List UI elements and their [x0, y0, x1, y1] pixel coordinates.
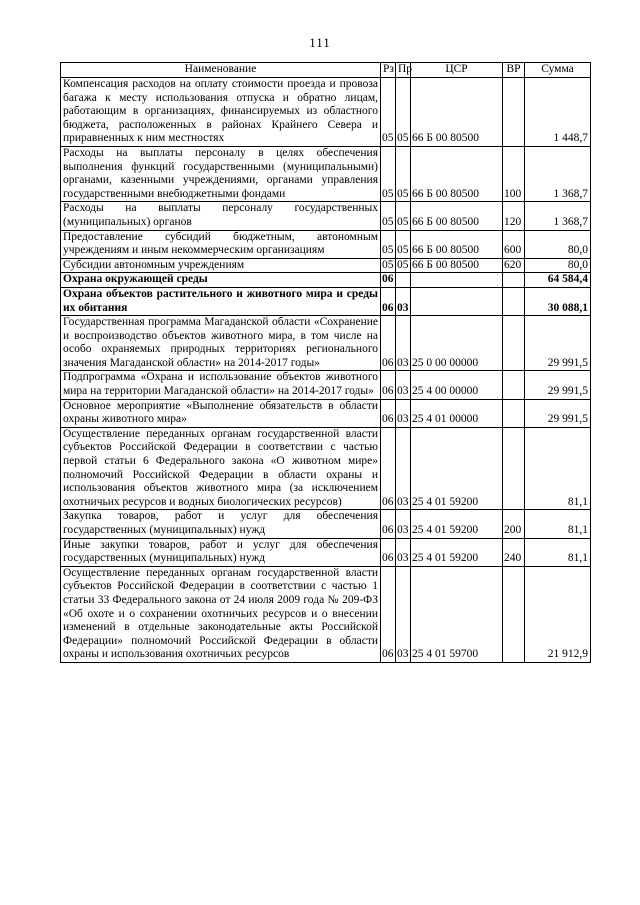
budget-table: [60, 62, 591, 663]
cell-sum: 21 912,9: [525, 566, 591, 662]
table-row: [61, 146, 591, 201]
cell-name: Субсидии автономным учреждениям: [61, 258, 381, 273]
header-rz: Рз: [381, 63, 396, 78]
table-row: [61, 202, 591, 230]
cell-pr: 03: [396, 510, 411, 538]
cell-name: Подпрограмма «Охрана и использование объектов животного мира на территории Магаданской области» на 2014-2017 годы»: [61, 371, 381, 399]
cell-name: Расходы на выплаты персоналу в целях обеспечения выполнения функций государственными (муниципальными) органами, казенными учреждениями, органами управления государственными внебюджетными фондами: [61, 146, 381, 201]
table-row: [61, 399, 591, 427]
cell-name: Предоставление субсидий бюджетным, автономным учреждениям и иным некоммерческим организациям: [61, 230, 381, 258]
cell-pr: 05: [396, 258, 411, 273]
cell-sum: 1 368,7: [525, 146, 591, 201]
cell-name: Охрана объектов растительного и животного мира и среды их обитания: [61, 287, 381, 315]
cell-vr: [503, 566, 525, 662]
cell-sum: 64 584,4: [525, 273, 591, 288]
cell-name: Осуществление переданных органам государственной власти субъектов Российской Федерации в соответствии с частью 1 статьи 33 Федерального закона от 24 июля 2009 года № 209-ФЗ «Об охоте и о сохранении охотничьих ресурсов и о внесении изменений в отдельные законодательные акты Российской Федерации» полномочий Российской Федерации в области охраны и использования охотничьих ресурсов: [61, 566, 381, 662]
cell-pr: 03: [396, 566, 411, 662]
cell-csr: 66 Б 00 80500: [411, 202, 503, 230]
cell-sum: 80,0: [525, 230, 591, 258]
table-header: [61, 63, 591, 78]
table-body: [61, 78, 591, 663]
cell-sum: 81,1: [525, 510, 591, 538]
cell-vr: 120: [503, 202, 525, 230]
table-row: [61, 287, 591, 315]
cell-sum: 30 088,1: [525, 287, 591, 315]
header-csr: ЦСР: [411, 63, 503, 78]
header-name: Наименование: [61, 63, 381, 78]
cell-csr: 66 Б 00 80500: [411, 146, 503, 201]
cell-name: Осуществление переданных органам государственной власти субъектов Российской Федерации в соответствии с частью первой статьи 6 Федерального закона «О животном мире» полномочий Российской Федерации в области охраны и использования объектов животного мира (за исключением охотничьих ресурсов и водных биологических ресурсов): [61, 427, 381, 510]
table-row: [61, 78, 591, 147]
cell-csr: [411, 273, 503, 288]
cell-csr: 66 Б 00 80500: [411, 78, 503, 147]
cell-vr: [503, 78, 525, 147]
cell-rz: 06: [381, 287, 396, 315]
cell-rz: 06: [381, 273, 396, 288]
cell-rz: 05: [381, 258, 396, 273]
cell-name: Государственная программа Магаданской области «Сохранение и воспроизводство объектов животного мира, в том числе на особо охраняемых природных территориях регионального значения Магаданской области» на 2014-2017 годы»: [61, 316, 381, 371]
page-number: 111: [309, 35, 331, 50]
cell-rz: 06: [381, 538, 396, 566]
cell-csr: 66 Б 00 80500: [411, 258, 503, 273]
cell-pr: 05: [396, 202, 411, 230]
table-row: [61, 230, 591, 258]
table-row: [61, 510, 591, 538]
cell-vr: 240: [503, 538, 525, 566]
cell-sum: 1 368,7: [525, 202, 591, 230]
cell-sum: 80,0: [525, 258, 591, 273]
table-row: [61, 273, 591, 288]
cell-csr: 66 Б 00 80500: [411, 230, 503, 258]
cell-pr: 03: [396, 316, 411, 371]
cell-sum: 81,1: [525, 538, 591, 566]
cell-csr: [411, 287, 503, 315]
table-row: [61, 566, 591, 662]
cell-name: Основное мероприятие «Выполнение обязательств в области охраны животного мира»: [61, 399, 381, 427]
cell-name: Иные закупки товаров, работ и услуг для обеспечения государственных (муниципальных) нужд: [61, 538, 381, 566]
cell-vr: [503, 273, 525, 288]
cell-sum: 29 991,5: [525, 371, 591, 399]
cell-pr: 05: [396, 146, 411, 201]
cell-rz: 05: [381, 146, 396, 201]
cell-pr: 05: [396, 78, 411, 147]
cell-rz: 06: [381, 566, 396, 662]
cell-name: Компенсация расходов на оплату стоимости проезда и провоза багажа к месту использования отпуска и обратно лицам, работающим в организациях, финансируемых из областного бюджета, расположенных в районах Крайнего Севера и приравненных к ним местностях: [61, 78, 381, 147]
cell-pr: 03: [396, 538, 411, 566]
cell-csr: 25 4 01 59200: [411, 427, 503, 510]
cell-vr: 200: [503, 510, 525, 538]
cell-sum: 29 991,5: [525, 316, 591, 371]
cell-vr: 620: [503, 258, 525, 273]
header-row: [61, 63, 591, 78]
header-pr: Пр: [396, 63, 411, 78]
cell-vr: [503, 399, 525, 427]
header-sum: Сумма: [525, 63, 591, 78]
cell-pr: 03: [396, 287, 411, 315]
cell-sum: 1 448,7: [525, 78, 591, 147]
table-row: [61, 538, 591, 566]
cell-pr: [396, 273, 411, 288]
cell-rz: 06: [381, 371, 396, 399]
cell-rz: 06: [381, 510, 396, 538]
cell-pr: 03: [396, 371, 411, 399]
cell-csr: 25 4 00 00000: [411, 371, 503, 399]
cell-vr: [503, 427, 525, 510]
cell-vr: [503, 287, 525, 315]
table-row: [61, 258, 591, 273]
cell-pr: 05: [396, 230, 411, 258]
cell-pr: 03: [396, 427, 411, 510]
cell-csr: 25 4 01 59700: [411, 566, 503, 662]
cell-csr: 25 4 01 59200: [411, 510, 503, 538]
cell-csr: 25 4 01 00000: [411, 399, 503, 427]
cell-vr: [503, 371, 525, 399]
table-row: [61, 371, 591, 399]
table-row: [61, 316, 591, 371]
cell-sum: 81,1: [525, 427, 591, 510]
cell-rz: 06: [381, 427, 396, 510]
table-row: [61, 427, 591, 510]
cell-vr: 100: [503, 146, 525, 201]
cell-vr: 600: [503, 230, 525, 258]
cell-name: Охрана окружающей среды: [61, 273, 381, 288]
cell-rz: 06: [381, 316, 396, 371]
cell-pr: 03: [396, 399, 411, 427]
cell-rz: 06: [381, 399, 396, 427]
cell-csr: 25 4 01 59200: [411, 538, 503, 566]
cell-csr: 25 0 00 00000: [411, 316, 503, 371]
cell-vr: [503, 316, 525, 371]
cell-rz: 05: [381, 230, 396, 258]
cell-rz: 05: [381, 78, 396, 147]
cell-rz: 05: [381, 202, 396, 230]
cell-name: Закупка товаров, работ и услуг для обеспечения государственных (муниципальных) нужд: [61, 510, 381, 538]
cell-name: Расходы на выплаты персоналу государственных (муниципальных) органов: [61, 202, 381, 230]
header-vr: ВР: [503, 63, 525, 78]
cell-sum: 29 991,5: [525, 399, 591, 427]
